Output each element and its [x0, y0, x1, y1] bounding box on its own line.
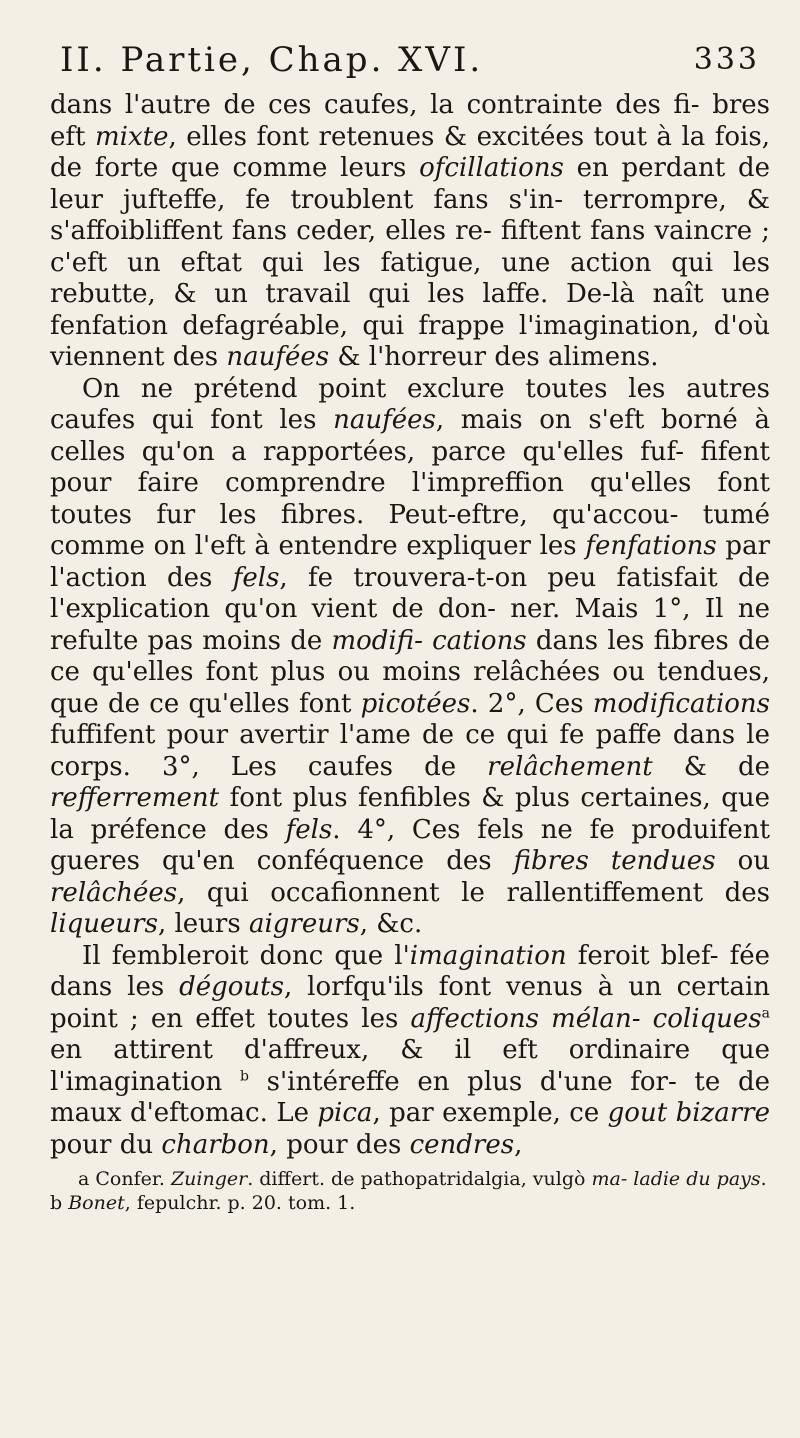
- text-run: s'intéreffe en plus d'une for- te de maux d'eftomac. Le: [50, 1066, 770, 1128]
- running-title: II. Partie, Chap. XVI.: [60, 40, 484, 80]
- text-run: , &c.: [359, 909, 423, 939]
- text-run: font plus fenfibles & plus certaines, que la préfence des: [50, 783, 770, 845]
- text-run: , par exemple, ce: [372, 1098, 608, 1128]
- text-run: , elles font retenues & excitées tout à la fois, de forte que comme leurs: [50, 121, 770, 183]
- italic-term: relâchement: [487, 751, 653, 782]
- paragraph-3: [50, 941, 770, 1162]
- text-run: pour du: [50, 1129, 162, 1160]
- text-run: en perdant de leur jufteffe, fe troublent fans s'in- terrompre, & s'affoibliffent fans ceder, elles re- fiftent fans vaincre ; c'eft un eftat qui les fatigue, une action qui les rebutte, & un travail qui les laffe. De-là naît une fenfation defagréable, qui frappe l'imagination, d'où viennent des: [50, 153, 770, 372]
- italic-term: fibres tendues: [513, 846, 716, 876]
- footnote-marker: b: [239, 1067, 249, 1084]
- footnote-marker: a: [761, 1004, 770, 1021]
- text-run: . b: [50, 1168, 767, 1214]
- italic-term: fels: [285, 814, 333, 845]
- italic-term: naufées: [333, 405, 436, 435]
- italic-term: Zuinger: [170, 1168, 248, 1190]
- text-run: , mais on s'eft borné à celles qu'on a rapportées, parce qu'elles fuf- fifent pour faire comprendre l'impreffion qu'elles font toutes fur les fibres. Peut-eftre, qu'accou- tumé comme on l'eft à entendre expliquer les: [50, 405, 771, 561]
- text-run: dans l'autre de ces caufes, la contrainte des fi- bres eft: [50, 90, 770, 152]
- body-text: [50, 90, 770, 1161]
- italic-term: refferrement: [50, 783, 220, 813]
- italic-term: picotées: [360, 688, 471, 719]
- text-run: en attirent d'affreux, & il eft ordinaire que l'imagination: [50, 1035, 770, 1097]
- italic-term: ofcillations: [419, 153, 564, 183]
- italic-term: cendres: [409, 1129, 515, 1160]
- text-run: fuffifent pour avertir l'ame de ce qui fe paffe dans le corps. 3°, Les caufes de: [50, 720, 770, 782]
- italic-term: gout bizarre: [607, 1098, 770, 1128]
- footnotes: [50, 1167, 770, 1215]
- italic-term: modifications: [592, 688, 770, 719]
- text-run: a Confer.: [78, 1168, 171, 1190]
- text-run: Il fembleroit donc que l': [82, 940, 410, 971]
- text-run: , pour des: [269, 1129, 410, 1160]
- italic-term: fenfations: [585, 531, 717, 561]
- paragraph-2: [50, 374, 770, 941]
- text-run: , fe trouvera-t-on peu fatisfait de l'explication qu'on vient de don- ner. Mais 1°, Il ne refulte pas moins de: [50, 562, 771, 656]
- text-run: par l'action des: [50, 531, 771, 593]
- italic-term: pica: [317, 1098, 373, 1128]
- text-run: ,: [514, 1129, 523, 1160]
- text-run: , qui occafionnent le rallentiffement des: [177, 877, 770, 908]
- italic-term: liqueurs: [50, 909, 158, 939]
- text-run: & de: [652, 751, 770, 782]
- text-run: . 4°, Ces fels ne fe produifent gueres qu'en conféquence des: [50, 814, 770, 876]
- italic-term: imagination: [409, 940, 567, 971]
- paragraph-1: [50, 90, 770, 374]
- italic-term: Bonet: [68, 1192, 125, 1214]
- book-page: [50, 40, 770, 1215]
- text-run: , lorfqu'ils font venus à un certain point ; en effet toutes les: [50, 972, 771, 1034]
- running-header: [50, 40, 770, 90]
- text-run: , fepulchr. p. 20. tom. 1.: [124, 1192, 356, 1214]
- italic-term: aigreurs: [248, 909, 360, 939]
- italic-term: naufées: [226, 342, 330, 372]
- italic-term: relâchées: [50, 877, 178, 908]
- text-run: . differt. de pathopatridalgia, vulgò: [247, 1168, 592, 1190]
- text-run: ou: [715, 846, 770, 876]
- italic-term: charbon: [161, 1129, 270, 1160]
- italic-term: fels: [232, 562, 280, 593]
- italic-term: dégouts: [179, 972, 284, 1002]
- text-run: , leurs: [157, 909, 249, 939]
- text-run: . 2°, Ces: [470, 688, 593, 719]
- italic-term: affections mélan- coliques: [410, 1003, 762, 1034]
- page-number: 333: [693, 42, 760, 77]
- text-run: & l'horreur des alimens.: [329, 342, 659, 372]
- italic-term: ma- ladie du pays: [591, 1168, 761, 1190]
- text-run: feroit blef- fée dans les: [50, 940, 771, 1002]
- footnote-ab: [50, 1167, 770, 1215]
- text-run: dans les fibres de ce qu'elles font plus ou moins relâchées ou tendues, que de ce qu'elles font: [50, 625, 770, 719]
- italic-term: modifi- cations: [331, 625, 527, 656]
- text-run: On ne prétend point exclure toutes les autres caufes qui font les: [50, 373, 770, 435]
- italic-term: mixte: [94, 121, 169, 152]
